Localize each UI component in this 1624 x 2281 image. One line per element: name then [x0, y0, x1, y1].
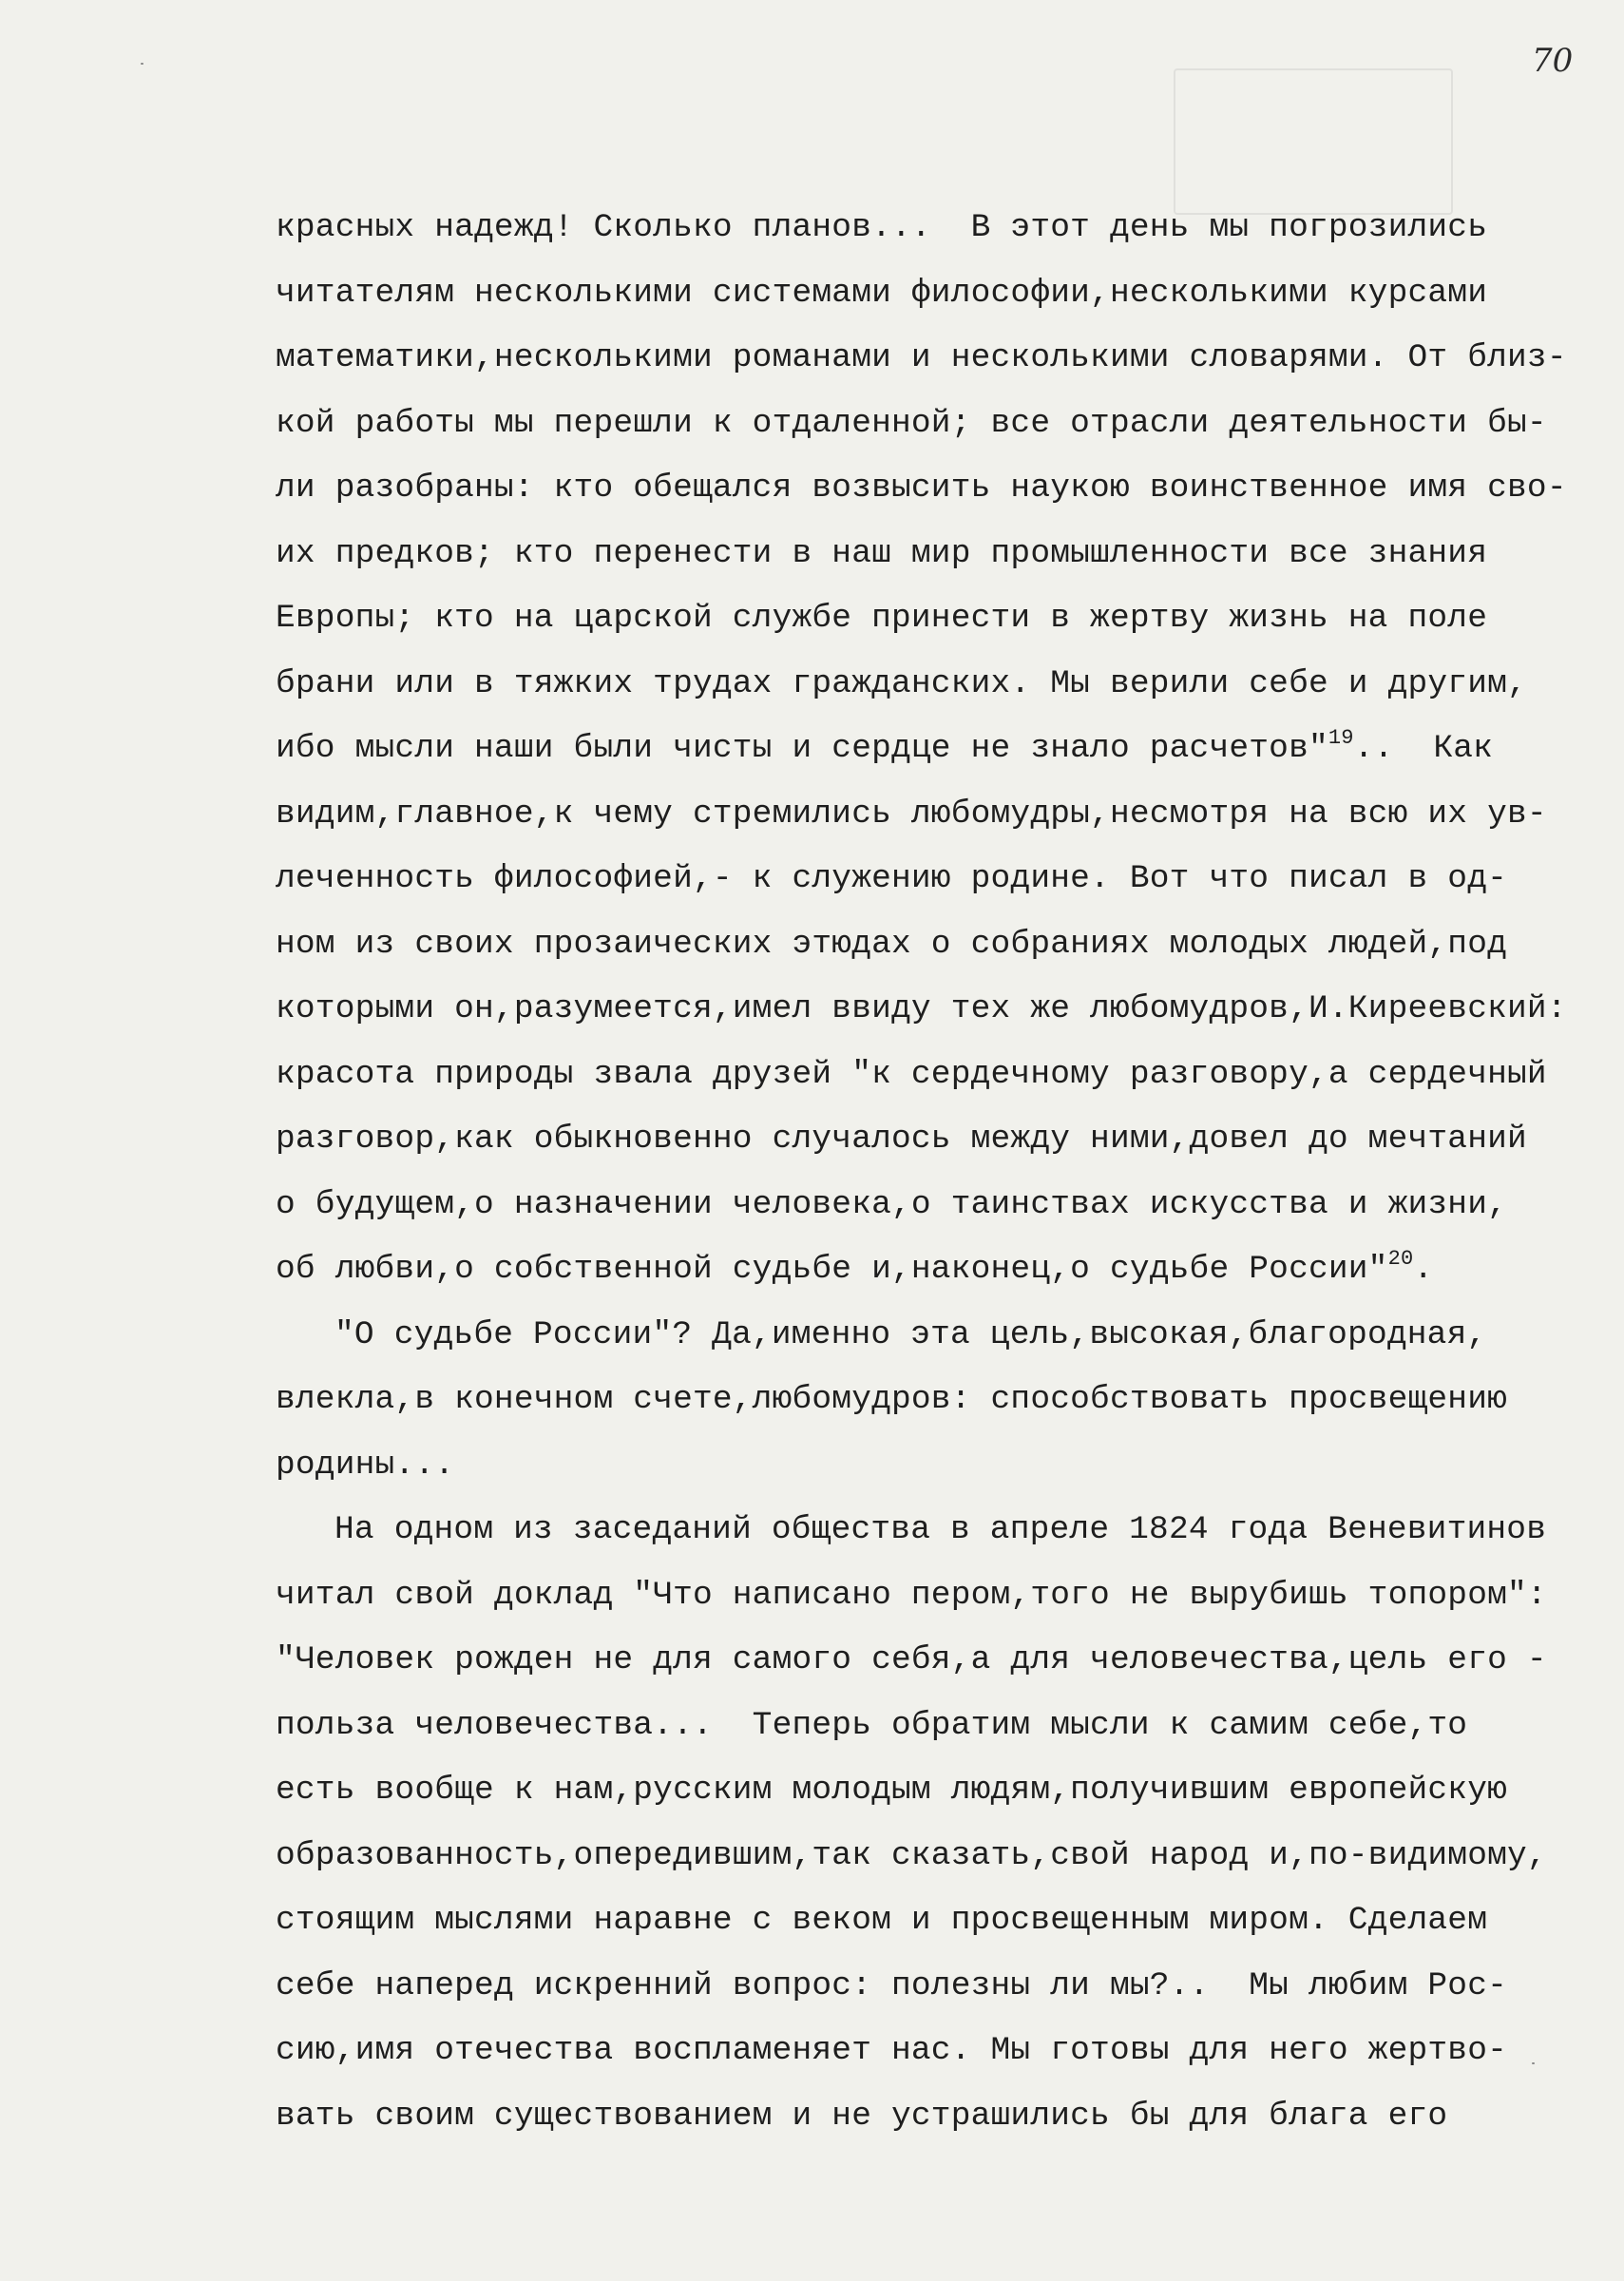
line-text: стоящим мыслями наравне с веком и просвещенным миром. Сделаем	[276, 1902, 1488, 1939]
line-text: о будущем,о назначении человека,о таинствах искусства и жизни,	[276, 1185, 1508, 1223]
text-line	[276, 1888, 1587, 1954]
line-text: красных надежд! Сколько планов... В этот день мы погрозились	[276, 209, 1488, 246]
text-line	[276, 586, 1587, 652]
text-line	[276, 456, 1587, 522]
text-line	[276, 326, 1587, 392]
line-text: ли разобраны: кто обещался возвысить наукою воинственное имя сво-	[276, 470, 1567, 507]
text-line	[276, 1368, 1587, 1433]
text-line	[276, 1433, 1587, 1499]
footnote-marker: 19	[1328, 726, 1354, 750]
text-line	[276, 522, 1587, 587]
text-line	[276, 717, 1587, 782]
line-text: брани или в тяжких трудах гражданских. Мы верили себе и другим,	[276, 664, 1527, 702]
faded-archive-stamp	[1174, 68, 1453, 215]
line-text: "Человек рожден не для самого себя,а для человечества,цель его -	[276, 1641, 1547, 1678]
line-text: себе наперед искренний вопрос: полезны ли мы?.. Мы любим Рос-	[276, 1966, 1508, 2004]
line-text: об любви,о собственной судьбе и,наконец,о судьбе России"	[276, 1251, 1388, 1288]
line-text: "О судьбе России"? Да,именно эта цель,высокая,благородная,	[334, 1315, 1487, 1353]
text-line	[276, 1758, 1587, 1824]
text-line	[276, 1563, 1587, 1629]
line-text: ном из своих прозаических этюдах о собраниях молодых людей,под	[276, 925, 1508, 963]
line-text: есть вообще к нам,русским молодым людям,получившим европейскую	[276, 1772, 1508, 1809]
line-text: ибо мысли наши были чисты и сердце не знало расчетов"	[276, 730, 1328, 767]
line-text: На одном из заседаний общества в апреле 1824 года Веневитинов	[334, 1511, 1547, 1548]
text-line	[276, 977, 1587, 1043]
line-text: вать своим существованием и не устрашились бы для блага его	[276, 2097, 1448, 2135]
text-line	[276, 847, 1587, 912]
line-text-tail: .	[1413, 1251, 1434, 1288]
text-line	[276, 1107, 1587, 1173]
line-text: разговор,как обыкновенно случалось между ними,довел до мечтаний	[276, 1121, 1527, 1158]
text-line	[276, 1628, 1587, 1694]
text-line	[276, 2084, 1587, 2150]
footnote-marker: 20	[1387, 1247, 1414, 1271]
text-line	[276, 261, 1587, 327]
paper-speck	[141, 63, 143, 65]
line-text: влекла,в конечном счете,любомудров: способствовать просвещению	[276, 1381, 1508, 1418]
text-line	[276, 2019, 1587, 2084]
line-text-tail: .. Как	[1353, 730, 1494, 767]
text-line	[276, 1237, 1587, 1303]
typewritten-text-body	[276, 196, 1587, 2149]
line-text: математики,несколькими романами и несколькими словарями. От близ-	[276, 339, 1567, 376]
line-text: образованность,опередившим,так сказать,свой народ и,по-видимому,	[276, 1836, 1547, 1874]
text-line	[276, 392, 1587, 457]
text-line	[276, 1498, 1587, 1563]
line-text: которыми он,разумеется,имел ввиду тех же любомудров,И.Киреевский:	[276, 990, 1567, 1027]
text-line	[276, 1043, 1587, 1108]
line-text: красота природы звала друзей "к сердечному разговору,а сердечный	[276, 1055, 1547, 1093]
line-text: польза человечества... Теперь обратим мысли к самим себе,то	[276, 1706, 1468, 1744]
line-text: леченность философией,- к служению родине. Вот что писал в од-	[276, 860, 1508, 897]
line-text: видим,главное,к чему стремились любомудры,несмотря на всю их ув-	[276, 795, 1547, 833]
text-line	[276, 196, 1587, 261]
line-text: Европы; кто на царской службе принести в жертву жизнь на поле	[276, 600, 1488, 637]
text-line	[276, 652, 1587, 718]
text-line	[276, 912, 1587, 978]
paper-speck	[1532, 2062, 1535, 2064]
text-line	[276, 782, 1587, 848]
line-text: родины...	[276, 1446, 455, 1484]
line-text: кой работы мы перешли к отдаленной; все отрасли деятельности бы-	[276, 404, 1547, 442]
page-number: 70	[1532, 42, 1574, 80]
text-line	[276, 1824, 1587, 1889]
text-line	[276, 1694, 1587, 1759]
text-line	[276, 1303, 1587, 1369]
line-text: сию,имя отечества воспламеняет нас. Мы готовы для него жертво-	[276, 2032, 1508, 2069]
text-line	[276, 1173, 1587, 1238]
line-text: читателям несколькими системами философии,несколькими курсами	[276, 274, 1488, 312]
line-text: читал свой доклад "Что написано пером,того не вырубишь топором":	[276, 1576, 1547, 1614]
line-text: их предков; кто перенести в наш мир промышленности все знания	[276, 534, 1488, 572]
text-line	[276, 1954, 1587, 2020]
